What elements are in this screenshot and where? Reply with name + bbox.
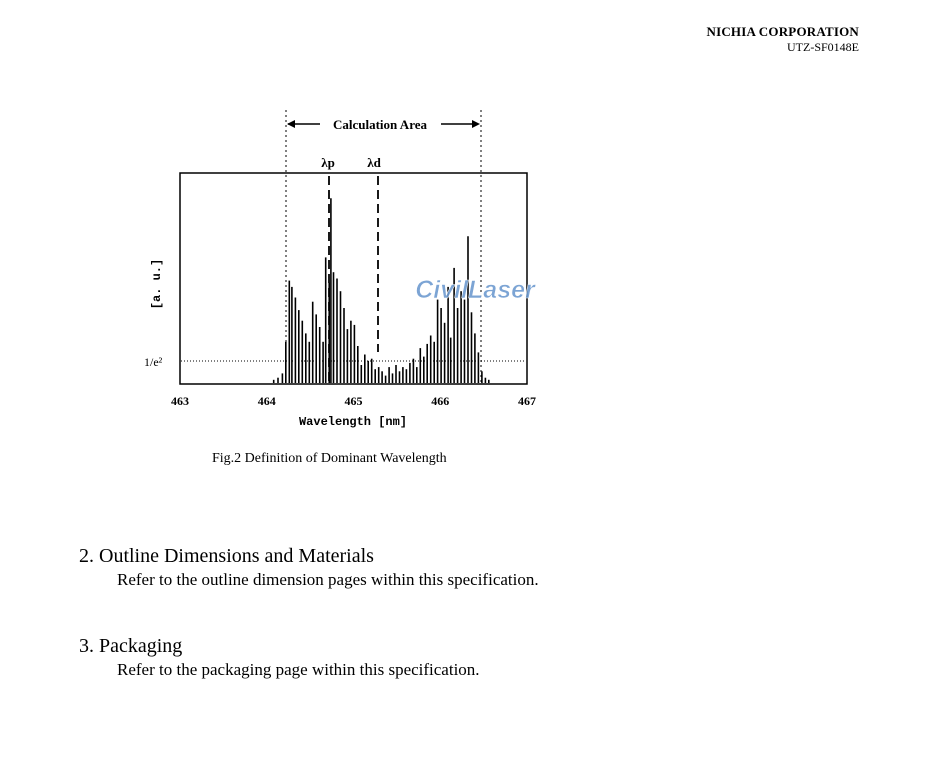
threshold-label: 1/e² — [144, 355, 163, 369]
x-tick-label: 466 — [431, 394, 450, 408]
x-axis-label: Wavelength [nm] — [298, 415, 408, 429]
calc-area-arrowhead-left — [287, 120, 295, 128]
section-3-body: Refer to the packaging page within this specification. — [117, 660, 480, 679]
section-2-title: 2. Outline Dimensions and Materials — [79, 545, 374, 567]
x-tick-label: 465 — [344, 394, 363, 408]
y-axis-label: [a. u.] — [150, 258, 164, 310]
watermark: CivilLaser — [415, 276, 535, 304]
x-tick-label: 464 — [257, 394, 276, 408]
x-axis-ticks — [171, 394, 536, 408]
x-tick-label: 463 — [171, 394, 189, 408]
document-number: UTZ-SF0148E — [787, 40, 859, 54]
calc-area-label: Calculation Area — [332, 117, 428, 132]
lambda-p-label: λp — [321, 155, 335, 170]
calc-area-arrowhead-right — [472, 120, 480, 128]
lambda-d-label: λd — [367, 155, 381, 170]
figure-caption: Fig.2 Definition of Dominant Wavelength — [212, 451, 447, 466]
company-name: NICHIA CORPORATION — [706, 24, 859, 39]
section-2-body: Refer to the outline dimension pages within this specification. — [117, 570, 539, 589]
x-tick-label: 467 — [518, 394, 536, 408]
section-3-title: 3. Packaging — [79, 635, 183, 657]
